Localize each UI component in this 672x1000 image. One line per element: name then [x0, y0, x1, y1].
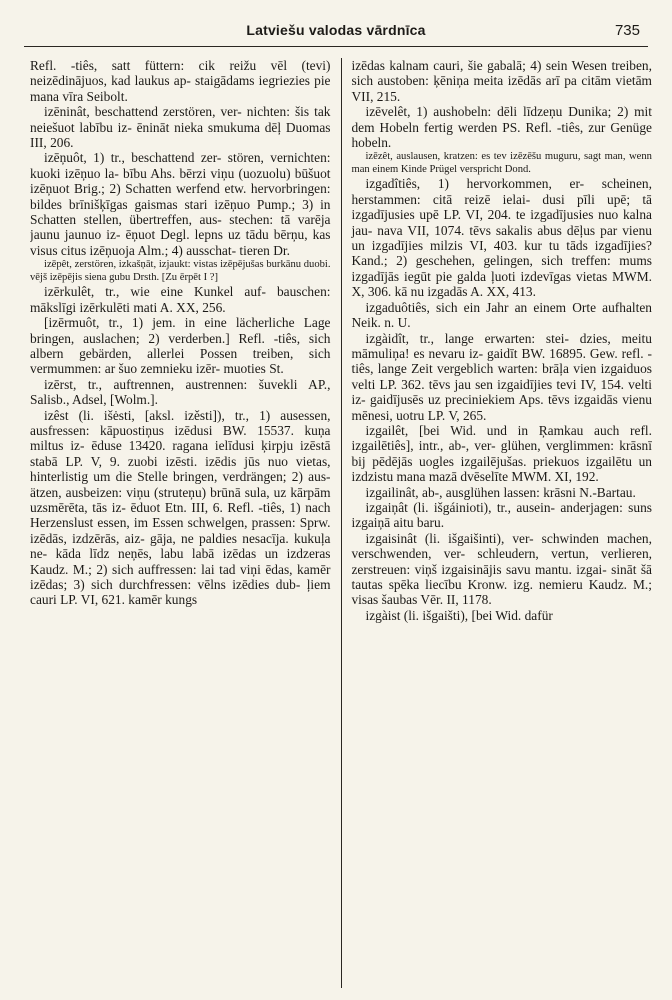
dictionary-entry: [izērmuôt, tr., 1) jem. in eine lächerliche Lage bringen, auslachen; 2) verderben.] Refl. -tiês, sich albern gebärden, allerlei Possen treiben, sich vermummen: ar šuo zemnieku izēr- muoties St.: [30, 315, 331, 377]
dictionary-entry: izēzêt, auslausen, kratzen: es tev izēzēšu muguru, sagt man, wenn man einem Kinde Prügel verspricht Dond.: [351, 151, 652, 176]
dictionary-entry: izēpêt, zerstören, izkašņāt, izjaukt: vistas izēpējušas burkānu duobi. vējš izēpējis siena gubu Drsth. [Zu ērpēt I ?]: [30, 259, 331, 284]
dictionary-entry: izērkulêt, tr., wie eine Kunkel auf- bauschen: mākslīgi izērkulēti mati A. XX, 256.: [30, 284, 331, 315]
dictionary-entry: izgaisinât (li. išgaišinti), ver- schwinden machen, verschwenden, ver- schleudern, vertun, verlieren, zerstreuen: viņš izgaisinājis savu mantu. izgai- sināt šā tautas spēka liecību Kronw. izg. nemieru Kaudz. M.; visas šaubas Vēr. II, 1178.: [351, 530, 652, 608]
dictionary-entry: izgàidît, tr., lange erwarten: stei- dzies, meitu māmuliņa! es nevaru iz- gaidīt BW. 16895. Gew. refl. -tiês, lange Zeit vergeblich warten: brāļa vien izgaiduos velti LP. 362. tēvs jau sen izgaidījies tevi IV, 154. velti iz- gaidījusēs uz preciniekiem Aps. tēvs izgaidās vienu mēnesi, uotru LP. V, 265.: [351, 330, 652, 423]
dictionary-entry: izēdas kalnam cauri, šie gabalā; 4) sein Wesen treiben, sich austoben: ķēniņa meita izēdās arī pa citām vietām VII, 215.: [351, 58, 652, 104]
page-header: [24, 22, 648, 47]
dictionary-entry: izgailinât, ab-, ausglühen lassen: krāsni N.-Bartau.: [365, 484, 636, 500]
column-divider: [341, 58, 342, 988]
dictionary-entry: izēninât, beschattend zerstören, ver- nichten: šis tak neiešuot labību iz- ēnināt nieka smukuma dēļ Duomas III, 206.: [30, 104, 331, 151]
text-columns: [30, 58, 652, 988]
dictionary-entry: izgàist (li. išgaišti), [bei Wid. dafür: [365, 607, 553, 623]
page-number: 735: [614, 22, 640, 39]
right-column: [351, 58, 652, 988]
dictionary-entry: izgadîtiês, 1) hervorkommen, er- scheinen, herstammen: citā reizē ielai- dusi pīli upē; tā izgadījusies upē LP. VI, 204. te izgadījusies nuo kalna jau- nava VII, 1074. tēvs sakalis abus dēļus par vienu un izgadījies milzis VI, 403. kur tu tāds izgadījies? Kand.; 2) geschehen, gelingen, sich treffen: mums izgadījās iegūt pie galda ļuoti izdevīgas vietas MWM. X, 306. kā nu izgadās A. XX, 413.: [351, 176, 652, 300]
dictionary-entry: Refl. -tiês, satt füttern: cik reižu vēl (tevi) neizēdinājuos, kad laukus ap- staigādams iegriezies pie mana vīra Seibolt.: [30, 58, 331, 104]
dictionary-entry: izgailêt, [bei Wid. und in Ŗamkau auch refl. izgailētiês], intr., ab-, ver- glühen, verglimmen: krāsnī bij pēdējās uogles izgailējušas. priekuos izgailētu un izdzistu mana mazā dvēselīte MWM. XI, 192.: [351, 422, 652, 485]
dictionary-entry: izgaduôtiês, sich ein Jahr an einem Orte aufhalten Neik. n. U.: [351, 299, 652, 331]
dictionary-entry: izērst, tr., auftrennen, austrennen: šuvekli AP., Salisb., Adsel, [Wolm.].: [30, 376, 331, 408]
dictionary-entry: izēvelêt, 1) aushobeln: dēli līdzeņu Dunika; 2) mit dem Hobeln fertig werden PS. Refl. -tiês, zur Genüge hobeln.: [351, 104, 652, 151]
dictionary-entry: izgaiņât (li. išgáinioti), tr., ausein- anderjagen: suns izgaiņā aitu baru.: [351, 499, 652, 531]
dictionary-entry: izêst (li. išėsti, [aksl. izěsti]), tr., 1) ausessen, ausfressen: kāpuostiņus izēdusi BW. 15537. kuņa miltus iz- ēduse 13420. ragana ielīdusi ķirpju izēstā stabā LP. V, 9. zuobi izēsti. izēdis jūs nuo vietas, hinterlistig um die Stelle bringen, verdrängen; 2) aus- ätzen, ausbeizen: viņu (struteņu) brūnā sula, uz kārpām uzsmērēta, tās iz- ēduot Etn. III, 6. Refl. -tiês, 1) nach Herzenslust essen, im Essen schwelgen, prassen: Sprw. izēdās, izdzērās, aiz- gāja, ne paldies nesacīja. kukuļa ne- kāda līdz neņēs, labu labā izēdas un izdzeras Kaudz. M.; 2) sich auffressen: lai tad viņi ēdas, kamēr izēdas; 3) sich durchfressen: vēlns izēdies dub- ļiem cauri LP. VI, 621. kamēr kungs: [30, 407, 331, 608]
dictionary-entry: izēņuôt, 1) tr., beschattend zer- stören, vernichten: kuoki izēņuo la- bību Ahs. bērzi viņu (uozuolu) būšuot izēņuot Brig.; 2) Schatten werfend etw. hervorbringen: bildes brīnišķīgas gaismas stari izēņuo Pump.; 3) in Schatten stellen, übertreffen, aus- stechen: tā varēja jaunu jaunuo iz- ēņuot Degl. lepns uz tādu bērņu, kas visus citus izēņuoja Alm.; 4) ausschat- tieren Dr.: [30, 150, 331, 258]
running-title: Latviešu valodas vārdnīca: [246, 22, 426, 38]
left-column: [30, 58, 331, 988]
